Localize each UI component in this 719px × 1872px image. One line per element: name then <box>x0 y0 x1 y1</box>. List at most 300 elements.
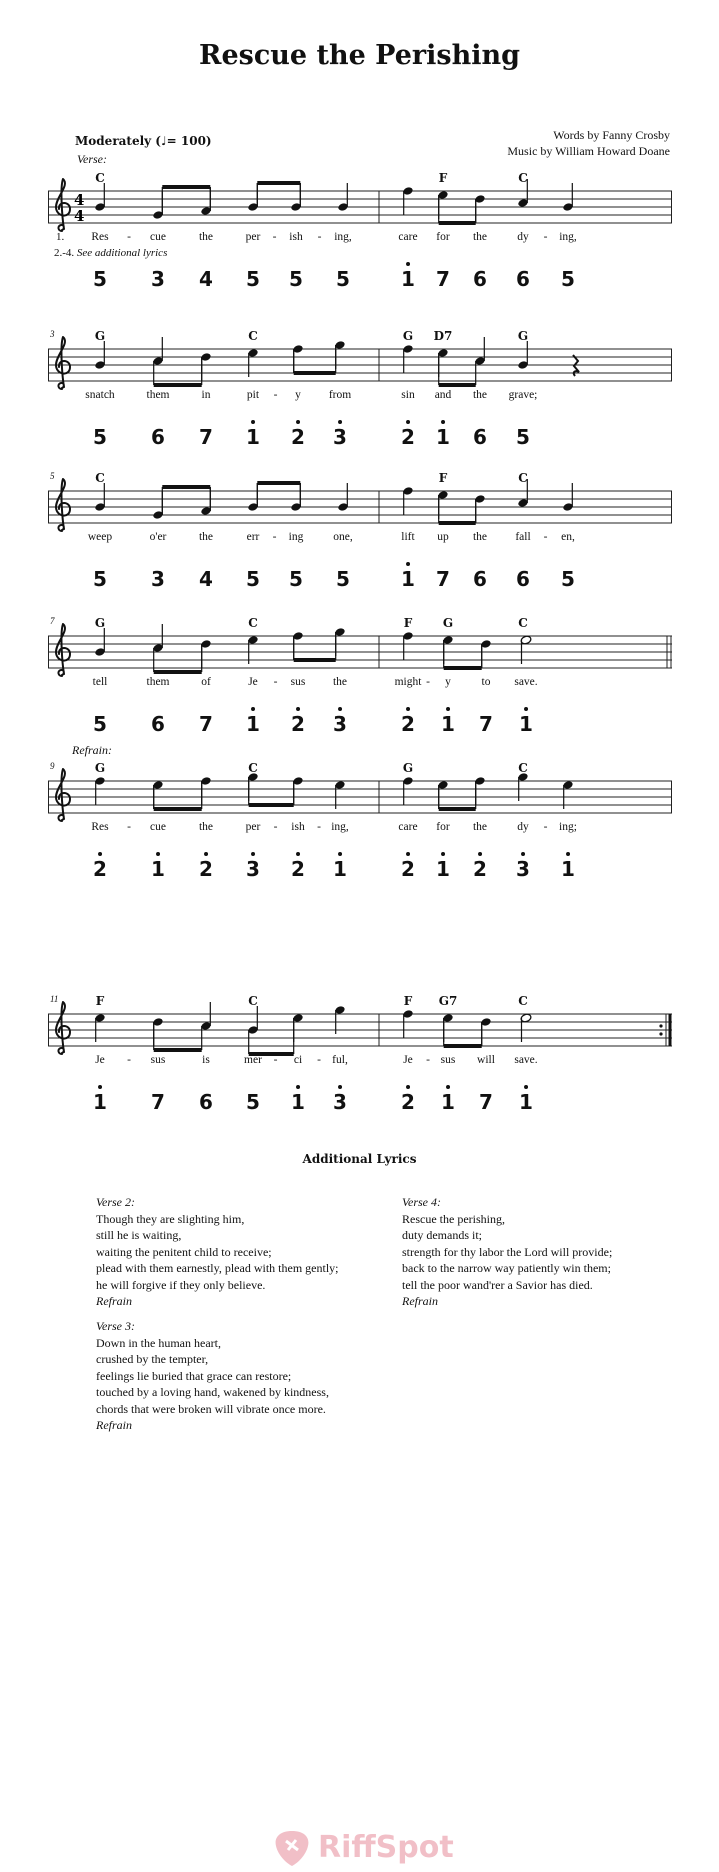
chord-symbol: G7 <box>438 994 458 1008</box>
time-signature-top: 4 <box>74 191 85 209</box>
chord-symbol: C <box>518 171 528 185</box>
octave-dot <box>406 562 410 566</box>
lyric-syllable: ing; <box>559 821 577 833</box>
measure-number: 5 <box>50 471 55 481</box>
octave-dot <box>446 1085 450 1089</box>
chord-symbol: C <box>248 761 258 775</box>
lyric-syllable: Je <box>248 676 258 688</box>
measure-number: 7 <box>50 616 55 626</box>
lyric-line: touched by a loving hand, wakened by kindness, <box>96 1385 329 1399</box>
lyric-hyphen: - <box>317 821 321 833</box>
number-note <box>246 569 260 589</box>
number-note <box>473 569 487 589</box>
measure-number: 11 <box>50 994 59 1004</box>
lyric-hyphen: - <box>543 531 548 543</box>
lyric-syllable: might <box>394 676 422 688</box>
number-digit: 6 <box>151 425 165 449</box>
chord-symbol: G <box>517 329 529 343</box>
number-digit: 5 <box>93 712 107 736</box>
number-digit: 5 <box>93 267 107 291</box>
chord-symbol: G <box>94 616 106 630</box>
lyric-syllable: in <box>201 389 211 401</box>
lyric-syllable: them <box>146 389 170 401</box>
music-system-1 <box>48 171 672 297</box>
lyric-hyphen: - <box>273 1054 278 1066</box>
staff <box>48 477 672 537</box>
number-digit: 7 <box>479 1090 493 1114</box>
chord-symbol: D7 <box>433 329 453 343</box>
number-note <box>516 269 530 289</box>
lyric-line: back to the narrow way patiently win them; <box>402 1261 611 1275</box>
number-note <box>561 269 575 289</box>
lyric-line: waiting the penitent child to receive; <box>96 1244 272 1259</box>
music-system-3 <box>48 471 672 597</box>
number-note <box>401 714 415 734</box>
lyric-syllable: Res <box>91 231 109 243</box>
lyric-syllable: for <box>436 231 450 243</box>
number-note <box>199 269 213 289</box>
number-note <box>479 714 493 734</box>
lyric-syllable: tell <box>92 676 108 688</box>
number-note <box>336 569 350 589</box>
octave-dot <box>296 1085 300 1089</box>
number-note <box>246 714 260 734</box>
lyric-syllable: the <box>198 231 214 243</box>
measure-number: 3 <box>50 329 55 339</box>
number-note <box>401 1092 415 1112</box>
number-digit: 2 <box>199 857 213 881</box>
octave-dot <box>441 852 445 856</box>
number-digit: 7 <box>151 1090 165 1114</box>
number-digit: 5 <box>246 567 260 591</box>
number-digit: 3 <box>516 857 530 881</box>
number-digit: 1 <box>333 857 347 881</box>
number-note <box>479 1092 493 1112</box>
lyric-syllable: the <box>472 231 488 243</box>
number-digit: 1 <box>401 267 415 291</box>
number-digit: 1 <box>519 1090 533 1114</box>
brand-name: RiffSpot <box>318 1830 454 1865</box>
lyric-syllable: sus <box>150 1054 166 1066</box>
number-digit: 7 <box>436 267 450 291</box>
number-note <box>436 859 450 879</box>
octave-dot <box>251 707 255 711</box>
lyric-syllable: Res <box>91 821 109 833</box>
number-digit: 5 <box>336 267 350 291</box>
lyric-syllable: to <box>481 676 491 688</box>
number-note <box>199 714 213 734</box>
lyric-syllable: y <box>295 389 301 401</box>
see-additional-lyrics: See additional lyrics <box>74 247 168 259</box>
number-note <box>93 569 107 589</box>
lyric-line: crushed by the tempter, <box>96 1352 209 1366</box>
lyric-syllable: Je <box>403 1054 413 1066</box>
number-note <box>473 427 487 447</box>
chord-symbol: F <box>438 471 448 485</box>
lyric-syllable: the <box>472 531 488 543</box>
number-digit: 2 <box>291 712 305 736</box>
number-note <box>93 1092 107 1112</box>
number-digit: 3 <box>333 712 347 736</box>
octave-dot <box>478 852 482 856</box>
lyric-line: chords that were broken will vibrate once more. <box>96 1401 326 1416</box>
number-note <box>333 1092 347 1112</box>
number-note <box>401 859 415 879</box>
number-note <box>151 269 165 289</box>
lyric-hyphen: - <box>543 231 548 243</box>
octave-dot <box>406 707 410 711</box>
lyric-syllable: ci <box>293 1054 303 1066</box>
chord-symbol: F <box>403 994 413 1008</box>
chord-symbol: F <box>438 171 448 185</box>
lyric-hyphen: - <box>426 1054 430 1066</box>
number-note <box>561 859 575 879</box>
lyric-syllable: save. <box>514 676 538 688</box>
number-digit: 2 <box>291 425 305 449</box>
number-digit: 1 <box>436 425 450 449</box>
chord-symbol: F <box>95 994 105 1008</box>
lyric-syllable: up <box>437 531 449 543</box>
number-digit: 1 <box>93 1090 107 1114</box>
octave-dot <box>296 852 300 856</box>
number-note <box>151 427 165 447</box>
verse-number: 1. <box>56 231 65 243</box>
number-note <box>519 1092 533 1112</box>
chord-symbol: C <box>518 471 528 485</box>
measure-number: 9 <box>50 761 55 771</box>
riffspot-logo <box>272 1828 452 1872</box>
number-digit: 7 <box>479 712 493 736</box>
lyric-syllable: y <box>445 676 451 688</box>
lyric-syllable: per <box>245 231 261 243</box>
number-digit: 5 <box>246 267 260 291</box>
verse-range-note <box>54 247 167 259</box>
music-system-5 <box>48 761 672 887</box>
lyric-syllable: cue <box>150 231 166 243</box>
number-note <box>246 1092 260 1112</box>
number-note <box>516 569 530 589</box>
tempo-marking: Moderately (♩= 100) <box>75 134 212 148</box>
lyric-syllable: grave; <box>508 389 538 401</box>
credits <box>507 127 670 159</box>
lyric-line: Though they are slighting him, <box>96 1211 245 1226</box>
number-digit: 3 <box>333 1090 347 1114</box>
verse-2-lyrics <box>96 1194 339 1310</box>
number-digit: 3 <box>333 425 347 449</box>
staff <box>48 177 672 237</box>
lyric-hyphen: - <box>127 231 131 243</box>
number-digit: 2 <box>401 1090 415 1114</box>
lyric-line: tell the poor wand'rer a Savior has died. <box>402 1277 593 1292</box>
number-note <box>291 859 305 879</box>
number-note <box>199 427 213 447</box>
chord-symbol: F <box>403 616 413 630</box>
music-system-4 <box>48 616 672 742</box>
lyric-syllable: o'er <box>149 531 167 543</box>
lyric-line: duty demands it; <box>402 1228 482 1242</box>
lyric-syllable: ing, <box>334 231 352 243</box>
octave-dot <box>446 707 450 711</box>
number-note <box>336 269 350 289</box>
number-digit: 7 <box>199 425 213 449</box>
number-digit: 2 <box>401 425 415 449</box>
lyric-syllable: care <box>398 231 418 243</box>
chord-symbol: C <box>518 616 528 630</box>
music-system-2 <box>48 329 672 455</box>
octave-dot <box>524 1085 528 1089</box>
octave-dot <box>338 420 342 424</box>
number-note <box>473 859 487 879</box>
chord-symbol: C <box>248 994 258 1008</box>
number-note <box>199 859 213 879</box>
octave-dot <box>296 420 300 424</box>
number-digit: 5 <box>336 567 350 591</box>
lyric-syllable: dy <box>517 231 529 243</box>
number-digit: 7 <box>199 712 213 736</box>
number-note <box>436 569 450 589</box>
chord-symbol: C <box>95 471 105 485</box>
chord-symbol: G <box>442 616 454 630</box>
number-digit: 5 <box>289 567 303 591</box>
lyric-line: he will forgive if they only believe. <box>96 1277 266 1292</box>
chord-symbol: C <box>518 761 528 775</box>
lyric-syllable: ful, <box>332 1054 348 1066</box>
number-note <box>93 714 107 734</box>
chord-symbol: G <box>402 329 414 343</box>
refrain-marker: Refrain <box>96 1294 132 1308</box>
number-note <box>519 714 533 734</box>
octave-dot <box>406 1085 410 1089</box>
lyric-syllable: mer <box>244 1054 262 1066</box>
number-digit: 2 <box>473 857 487 881</box>
number-note <box>246 269 260 289</box>
number-note <box>199 1092 213 1112</box>
number-note <box>291 1092 305 1112</box>
number-note <box>151 569 165 589</box>
song-title: Rescue the Perishing <box>199 40 520 71</box>
number-note <box>561 569 575 589</box>
lyric-hyphen: - <box>273 389 278 401</box>
octave-dot <box>406 852 410 856</box>
lyric-hyphen: - <box>127 821 131 833</box>
number-digit: 5 <box>246 1090 260 1114</box>
number-note <box>333 714 347 734</box>
number-digit: 1 <box>436 857 450 881</box>
number-note <box>401 569 415 589</box>
octave-dot <box>566 852 570 856</box>
number-digit: 5 <box>93 425 107 449</box>
octave-dot <box>204 852 208 856</box>
number-digit: 2 <box>401 857 415 881</box>
verse-4-label: Verse 4: <box>402 1195 441 1209</box>
lyric-syllable: and <box>434 389 452 401</box>
number-note <box>473 269 487 289</box>
lyric-syllable: err <box>246 531 260 543</box>
number-note <box>401 427 415 447</box>
number-note <box>151 1092 165 1112</box>
number-digit: 6 <box>473 567 487 591</box>
octave-dot <box>98 852 102 856</box>
number-note <box>291 427 305 447</box>
octave-dot <box>521 852 525 856</box>
verse-range: 2.-4. <box>54 247 75 259</box>
number-note <box>441 1092 455 1112</box>
octave-dot <box>406 420 410 424</box>
lyric-syllable: ing, <box>331 821 349 833</box>
number-digit: 1 <box>441 1090 455 1114</box>
number-digit: 5 <box>561 567 575 591</box>
octave-dot <box>338 707 342 711</box>
number-note <box>333 427 347 447</box>
repeat-dot <box>659 1032 662 1035</box>
chord-symbol: C <box>248 329 258 343</box>
lyric-syllable: for <box>436 821 450 833</box>
lyric-syllable: is <box>202 1054 210 1066</box>
number-digit: 4 <box>199 267 213 291</box>
refrain-marker: Refrain <box>402 1294 438 1308</box>
lyric-line: Down in the human heart, <box>96 1335 221 1350</box>
number-digit: 1 <box>291 1090 305 1114</box>
chord-symbol: G <box>94 329 106 343</box>
verse-3-label: Verse 3: <box>96 1319 135 1333</box>
verse-3-lyrics <box>96 1318 329 1434</box>
lyric-line: strength for thy labor the Lord will provide; <box>402 1244 613 1259</box>
number-note <box>289 269 303 289</box>
octave-dot <box>156 852 160 856</box>
number-digit: 2 <box>93 857 107 881</box>
octave-dot <box>524 707 528 711</box>
guitar-pick-icon <box>272 1828 312 1868</box>
number-note <box>246 859 260 879</box>
number-digit: 6 <box>473 267 487 291</box>
number-note <box>93 269 107 289</box>
number-note <box>151 714 165 734</box>
octave-dot <box>251 420 255 424</box>
lyric-hyphen: - <box>127 1054 131 1066</box>
number-digit: 5 <box>93 567 107 591</box>
chord-symbol: C <box>518 994 528 1008</box>
octave-dot <box>338 852 342 856</box>
lyric-syllable: lift <box>401 531 415 543</box>
lyric-syllable: fall <box>515 531 531 543</box>
number-digit: 5 <box>516 425 530 449</box>
lyric-syllable: ing <box>288 531 304 543</box>
number-digit: 3 <box>151 567 165 591</box>
refrain-marker: Refrain <box>96 1418 132 1432</box>
octave-dot <box>406 262 410 266</box>
refrain-label: Refrain: <box>72 743 112 757</box>
number-note <box>291 714 305 734</box>
number-digit: 1 <box>441 712 455 736</box>
number-digit: 5 <box>561 267 575 291</box>
number-note <box>93 427 107 447</box>
lyric-syllable: weep <box>87 531 113 543</box>
number-note <box>199 569 213 589</box>
lyric-syllable: pit <box>246 389 260 401</box>
lyric-syllable: ish <box>291 821 305 833</box>
number-note <box>516 859 530 879</box>
staff <box>48 622 672 682</box>
time-signature-bottom: 4 <box>74 207 85 225</box>
number-digit: 3 <box>151 267 165 291</box>
lyric-syllable: sin <box>401 389 415 401</box>
lyric-syllable: care <box>398 821 418 833</box>
music-credit: Music by William Howard Doane <box>507 144 670 158</box>
number-digit: 2 <box>401 712 415 736</box>
number-digit: 5 <box>289 267 303 291</box>
lyric-syllable: cue <box>150 821 166 833</box>
lyric-syllable: dy <box>517 821 529 833</box>
lyric-syllable: from <box>328 389 352 401</box>
number-digit: 3 <box>246 857 260 881</box>
lyric-syllable: the <box>332 676 348 688</box>
number-note <box>289 569 303 589</box>
number-note <box>246 427 260 447</box>
number-digit: 6 <box>473 425 487 449</box>
lyric-syllable: ing, <box>559 231 577 243</box>
number-digit: 1 <box>519 712 533 736</box>
number-note <box>333 859 347 879</box>
lyric-syllable: sus <box>290 676 306 688</box>
lyric-syllable: the <box>472 389 488 401</box>
lyric-syllable: the <box>198 531 214 543</box>
number-note <box>436 269 450 289</box>
lyric-hyphen: - <box>426 676 430 688</box>
octave-dot <box>441 420 445 424</box>
lyric-hyphen: - <box>273 821 278 833</box>
lyric-line: plead with them earnestly, plead with them gently; <box>96 1261 339 1275</box>
number-note <box>441 714 455 734</box>
lyric-syllable: sus <box>440 1054 456 1066</box>
lyric-syllable: Je <box>95 1054 105 1066</box>
lyric-hyphen: - <box>272 231 277 243</box>
repeat-dot <box>659 1024 662 1027</box>
number-digit: 4 <box>199 567 213 591</box>
lyric-syllable: the <box>198 821 214 833</box>
number-note <box>93 859 107 879</box>
number-digit: 6 <box>199 1090 213 1114</box>
lyric-syllable: per <box>245 821 261 833</box>
octave-dot <box>98 1085 102 1089</box>
number-digit: 1 <box>246 712 260 736</box>
number-digit: 1 <box>401 567 415 591</box>
number-note <box>436 427 450 447</box>
lyric-hyphen: - <box>272 531 277 543</box>
lyric-hyphen: - <box>317 231 322 243</box>
words-credit: Words by Fanny Crosby <box>553 128 670 142</box>
lyric-hyphen: - <box>543 821 548 833</box>
chord-symbol: G <box>402 761 414 775</box>
chord-symbol: G <box>94 761 106 775</box>
number-digit: 1 <box>246 425 260 449</box>
chord-symbol: C <box>95 171 105 185</box>
lyric-syllable: snatch <box>85 389 115 401</box>
verse-label: Verse: <box>77 152 107 166</box>
lyric-line: still he is waiting, <box>96 1228 182 1242</box>
number-digit: 6 <box>151 712 165 736</box>
lyric-line: Rescue the perishing, <box>402 1211 505 1226</box>
number-note <box>401 269 415 289</box>
number-digit: 7 <box>436 567 450 591</box>
octave-dot <box>251 852 255 856</box>
lyric-syllable: one, <box>333 531 353 543</box>
number-note <box>516 427 530 447</box>
lyric-syllable: them <box>146 676 170 688</box>
chord-symbol: C <box>248 616 258 630</box>
lyric-syllable: save. <box>514 1054 538 1066</box>
number-digit: 6 <box>516 567 530 591</box>
number-digit: 2 <box>291 857 305 881</box>
